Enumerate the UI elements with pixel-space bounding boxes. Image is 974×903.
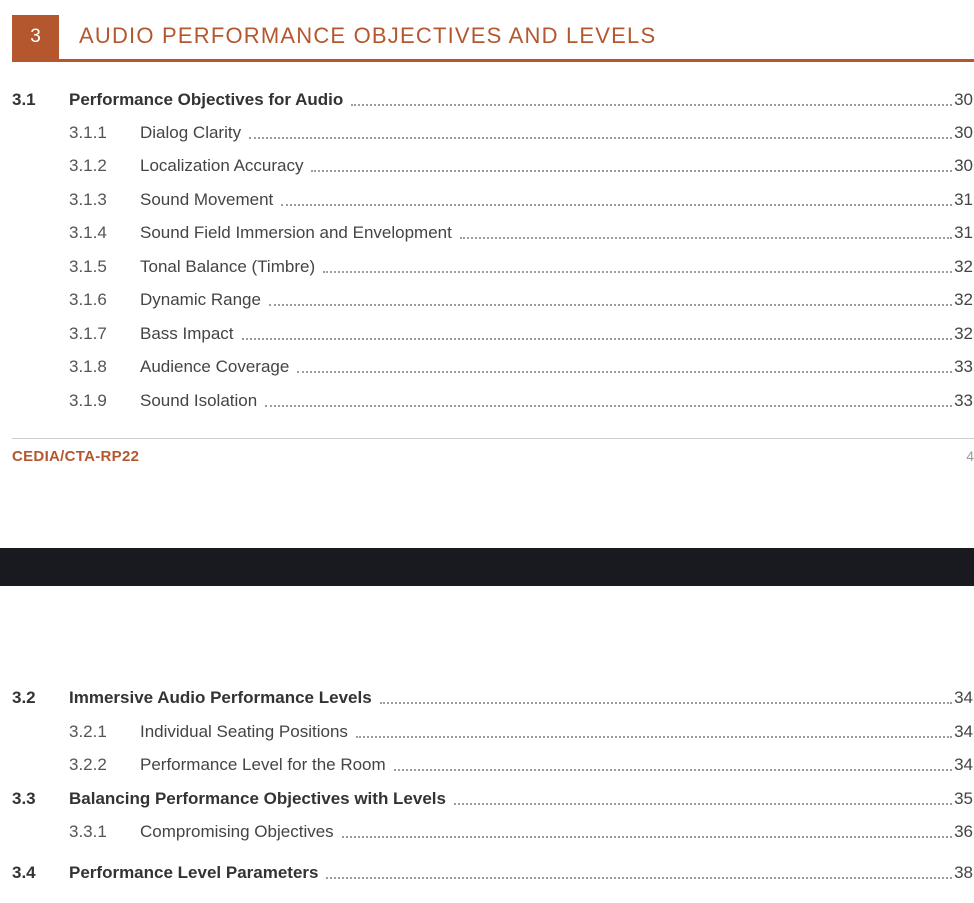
toc-entry-page: 34 xyxy=(954,721,973,741)
dot-leader xyxy=(460,236,952,239)
chapter-header xyxy=(12,15,974,62)
toc-entry-page: 36 xyxy=(954,821,973,841)
toc-entry-page: 32 xyxy=(954,256,973,276)
toc-entry-title: Sound Isolation xyxy=(140,390,258,410)
toc-entry[interactable] xyxy=(0,183,974,216)
dot-leader xyxy=(323,270,952,273)
toc-entry-number: 3.2.1 xyxy=(69,721,107,741)
dot-leader xyxy=(380,701,952,704)
toc-entry-title: Sound Movement xyxy=(140,189,274,209)
toc-entry-title: Performance Level Parameters xyxy=(69,862,319,882)
toc-entry[interactable] xyxy=(0,782,974,815)
dot-leader xyxy=(326,876,952,879)
toc-entry-number: 3.3.1 xyxy=(69,821,107,841)
toc-entry-page: 30 xyxy=(954,122,973,142)
toc-entry-number: 3.1.8 xyxy=(69,356,107,376)
toc-entry-number: 3.1.2 xyxy=(69,155,107,175)
toc-entry-page: 31 xyxy=(954,189,973,209)
toc-entry[interactable] xyxy=(0,149,974,182)
dot-leader xyxy=(242,337,953,340)
toc-entry-title: Bass Impact xyxy=(140,323,234,343)
toc-entry-number: 3.1.5 xyxy=(69,256,107,276)
toc-entry-page: 33 xyxy=(954,390,973,410)
toc-entry-number: 3.4 xyxy=(12,862,36,882)
toc-entry-number: 3.1.6 xyxy=(69,289,107,309)
dot-leader xyxy=(311,169,952,172)
toc-entry-page: 30 xyxy=(954,89,973,109)
toc-entry[interactable] xyxy=(0,83,974,116)
toc-entry-title: Dialog Clarity xyxy=(140,122,242,142)
toc-entry[interactable] xyxy=(0,715,974,748)
chapter-number-badge: 3 xyxy=(12,15,59,59)
toc-entry-title: Localization Accuracy xyxy=(140,155,304,175)
dot-leader xyxy=(342,835,952,838)
dot-leader xyxy=(265,404,952,407)
toc-entry-page: 34 xyxy=(954,687,973,707)
toc-entry[interactable] xyxy=(0,681,974,714)
toc-entry-number: 3.2.2 xyxy=(69,754,107,774)
toc-entry-page: 34 xyxy=(954,754,973,774)
toc-entry-title: Dynamic Range xyxy=(140,289,261,309)
toc-entry-page: 35 xyxy=(954,788,973,808)
toc-entry-page: 32 xyxy=(954,289,973,309)
dot-leader xyxy=(351,103,952,106)
toc-entry[interactable] xyxy=(0,116,974,149)
toc-entry[interactable] xyxy=(0,216,974,249)
toc-entry-title: Sound Field Immersion and Envelopment xyxy=(140,222,452,242)
toc-entry-number: 3.2 xyxy=(12,687,36,707)
toc-entry[interactable] xyxy=(0,815,974,848)
chapter-title: AUDIO PERFORMANCE OBJECTIVES AND LEVELS xyxy=(79,23,657,48)
dot-leader xyxy=(454,802,952,805)
toc-entry[interactable] xyxy=(0,384,974,417)
toc-entry-page: 33 xyxy=(954,356,973,376)
toc-entry-title: Immersive Audio Performance Levels xyxy=(69,687,372,707)
dot-leader xyxy=(394,768,952,771)
toc-entry-number: 3.3 xyxy=(12,788,36,808)
toc-entry-title: Performance Level for the Room xyxy=(140,754,386,774)
toc-entry-title: Performance Objectives for Audio xyxy=(69,89,344,109)
dot-leader xyxy=(356,735,952,738)
toc-entry-number: 3.1.1 xyxy=(69,122,107,142)
toc-entry-title: Tonal Balance (Timbre) xyxy=(140,256,316,276)
toc-entry-number: 3.1.7 xyxy=(69,323,107,343)
footer-page-number: 4 xyxy=(966,448,974,464)
toc-entry[interactable] xyxy=(0,856,974,889)
toc-entry-number: 3.1.9 xyxy=(69,390,107,410)
toc-entry-page: 38 xyxy=(954,862,973,882)
toc-entry-title: Balancing Performance Objectives with Levels xyxy=(69,788,446,808)
dot-leader xyxy=(269,303,952,306)
toc-entry[interactable] xyxy=(0,250,974,283)
toc-entry[interactable] xyxy=(0,283,974,316)
toc-entry-number: 3.1.3 xyxy=(69,189,107,209)
toc-entry-number: 3.1.4 xyxy=(69,222,107,242)
toc-entry-title: Individual Seating Positions xyxy=(140,721,348,741)
toc-entry-title: Compromising Objectives xyxy=(140,821,334,841)
toc-entry-page: 30 xyxy=(954,155,973,175)
toc-entry[interactable] xyxy=(0,317,974,350)
dot-leader xyxy=(297,370,952,373)
page-separator-band xyxy=(0,548,974,586)
footer-document-id: CEDIA/CTA-RP22 xyxy=(12,448,140,465)
toc-entry-title: Audience Coverage xyxy=(140,356,290,376)
toc-entry[interactable] xyxy=(0,350,974,383)
toc-entry-page: 32 xyxy=(954,323,973,343)
toc-entry[interactable] xyxy=(0,748,974,781)
dot-leader xyxy=(281,203,952,206)
dot-leader xyxy=(249,136,952,139)
toc-entry-number: 3.1 xyxy=(12,89,36,109)
footer-divider xyxy=(12,438,974,439)
toc-entry-page: 31 xyxy=(954,222,973,242)
